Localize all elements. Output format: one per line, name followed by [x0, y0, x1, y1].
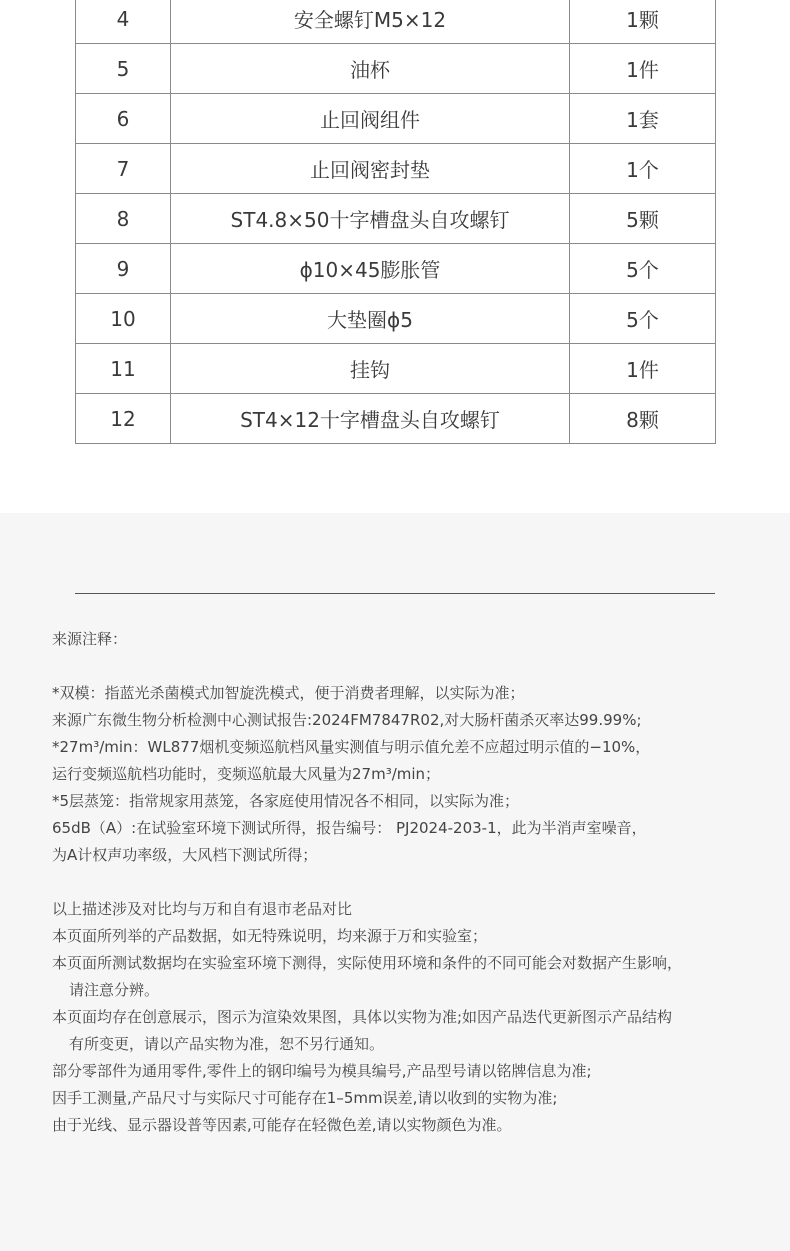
- quantity-cell: 5个: [570, 244, 716, 294]
- table-row: [76, 344, 716, 394]
- row-number-cell: 11: [76, 344, 171, 394]
- spacer: [52, 653, 752, 680]
- table-row: [76, 144, 716, 194]
- row-number-cell: 10: [76, 294, 171, 344]
- part-name-cell: ϕ10×45膨胀管: [171, 244, 570, 294]
- quantity-cell: 5颗: [570, 194, 716, 244]
- part-name-cell: 安全螺钉M5×12: [171, 0, 570, 44]
- notes-title: 来源注释：: [52, 630, 128, 648]
- quantity-cell: 1个: [570, 144, 716, 194]
- row-number-cell: 12: [76, 394, 171, 444]
- part-name-cell: 止回阀密封垫: [171, 144, 570, 194]
- quantity-cell: 1件: [570, 344, 716, 394]
- note-line: *双模：指蓝光杀菌模式加智旋洗模式，便于消费者理解，以实际为准；: [52, 684, 525, 702]
- row-number-cell: 6: [76, 94, 171, 144]
- part-name-cell: 止回阀组件: [171, 94, 570, 144]
- quantity-cell: 5个: [570, 294, 716, 344]
- row-number-cell: 4: [76, 0, 171, 44]
- note-line: 本页面均存在创意展示，图示为渲染效果图，具体以实物为准;如因产品迭代更新图示产品结构: [52, 1008, 673, 1026]
- note-line: 来源广东微生物分析检测中心测试报告:2024FM7847R02,对大肠杆菌杀灭率达99.99%;: [52, 711, 642, 729]
- note-line: 本页面所列举的产品数据，如无特殊说明，均来源于万和实验室；: [52, 927, 488, 945]
- part-name-cell: 油杯: [171, 44, 570, 94]
- table-row: [76, 194, 716, 244]
- row-number-cell: 9: [76, 244, 171, 294]
- parts-table-body: [76, 0, 716, 444]
- note-line: 本页面所测试数据均在实验室环境下测得，实际使用环境和条件的不同可能会对数据产生影响，: [52, 954, 683, 972]
- row-number-cell: 8: [76, 194, 171, 244]
- note-line: 为A计权声功率级，大风档下测试所得；: [52, 846, 318, 864]
- part-name-cell: ST4.8×50十字槽盘头自攻螺钉: [171, 194, 570, 244]
- table-row: [76, 44, 716, 94]
- parts-table: [75, 0, 716, 444]
- note-line: *27m³/min：WL877烟机变频巡航档风量实测值与明示值允差不应超过明示值的−10%，: [52, 738, 651, 756]
- part-name-cell: 大垫圈ϕ5: [171, 294, 570, 344]
- table-row: [76, 94, 716, 144]
- source-notes: [52, 626, 752, 1139]
- quantity-cell: 1件: [570, 44, 716, 94]
- table-row: [76, 294, 716, 344]
- note-line: 65dB（A）:在试验室环境下测试所得，报告编号： PJ2024-203-1，此为半消声室噪音，: [52, 819, 647, 837]
- source-notes-section: [0, 513, 790, 1251]
- section-divider: [75, 593, 715, 594]
- quantity-cell: 1颗: [570, 0, 716, 44]
- spacer: [52, 869, 752, 896]
- row-number-cell: 7: [76, 144, 171, 194]
- note-line: 有所变更，请以产品实物为准，恕不另行通知。: [69, 1035, 385, 1053]
- note-line: 请注意分辨。: [69, 981, 160, 999]
- note-line: 因手工测量,产品尺寸与实际尺寸可能存在1–5mm误差,请以收到的实物为准;: [52, 1089, 558, 1107]
- note-line: 运行变频巡航档功能时，变频巡航最大风量为27m³/min；: [52, 765, 441, 783]
- quantity-cell: 1套: [570, 94, 716, 144]
- quantity-cell: 8颗: [570, 394, 716, 444]
- note-line: *5层蒸笼：指常规家用蒸笼，各家庭使用情况各不相同，以实际为准；: [52, 792, 520, 810]
- part-name-cell: 挂钩: [171, 344, 570, 394]
- part-name-cell: ST4×12十字槽盘头自攻螺钉: [171, 394, 570, 444]
- note-line: 由于光线、显示器设普等因素,可能存在轻微色差,请以实物颜色为准。: [52, 1116, 512, 1134]
- parts-list-section: [0, 0, 790, 513]
- note-line: 部分零部件为通用零件,零件上的钢印编号为模具编号,产品型号请以铭牌信息为准;: [52, 1062, 592, 1080]
- table-row: [76, 244, 716, 294]
- row-number-cell: 5: [76, 44, 171, 94]
- table-row: [76, 0, 716, 44]
- note-line: 以上描述涉及对比均与万和自有退市老品对比: [52, 900, 353, 918]
- table-row: [76, 394, 716, 444]
